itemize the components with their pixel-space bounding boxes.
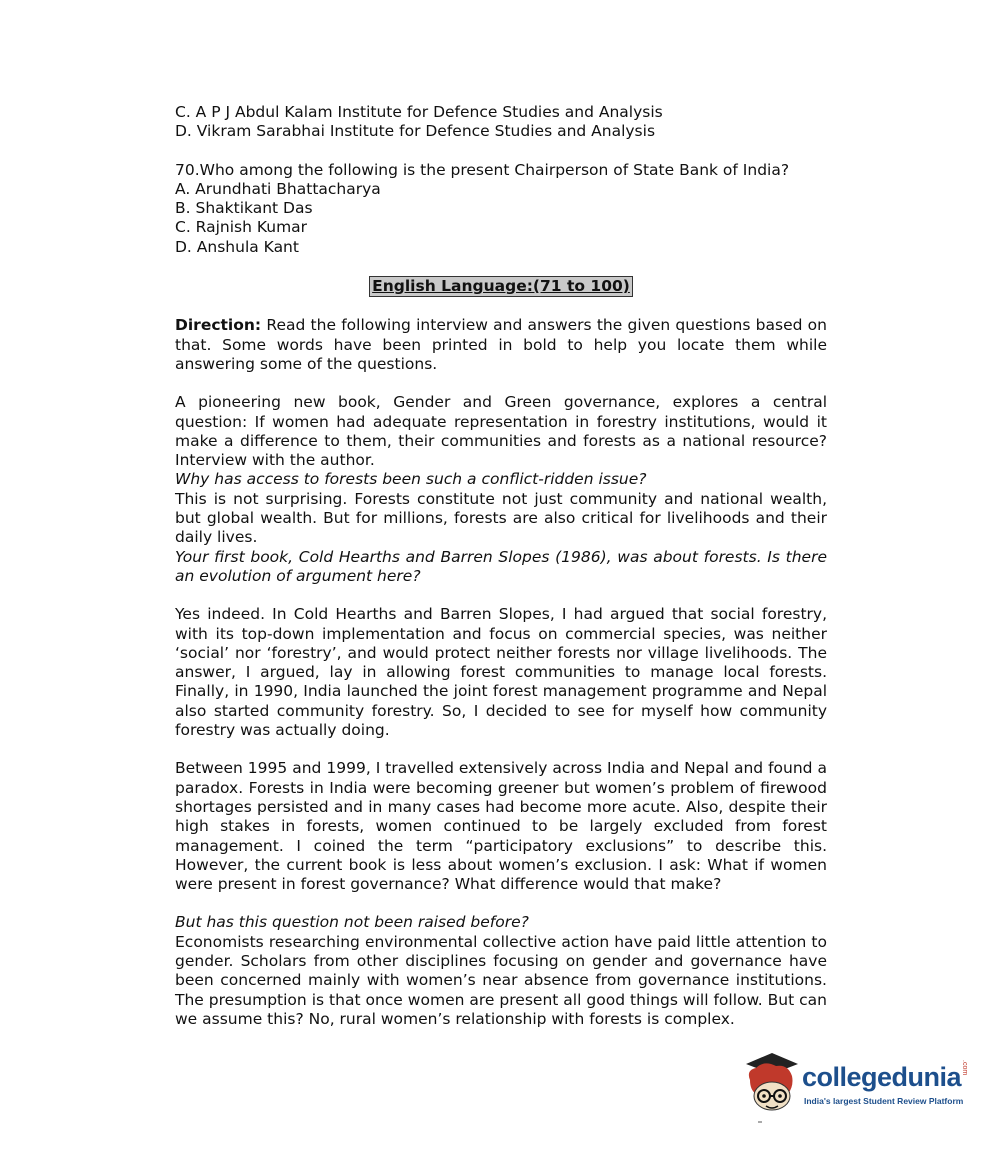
q70-option-a: A. Arundhati Bhattacharya	[175, 179, 381, 198]
direction-paragraph	[175, 316, 827, 374]
mascot-icon	[742, 1050, 802, 1125]
interview-answer-3: Between 1995 and 1999, I travelled extensively across India and Nepal and found a paradox. Forests in India were becoming greener but women’s problem of firewood shortages persisted and in many cases had become more acute. Also, despite their high stakes in forests, women continued to be largely excluded from forest management. I coined the term “participatory exclusions” to describe this. However, the current book is less about women’s exclusion. I ask: What if women were present in forest governance? What difference would that make?	[175, 759, 827, 894]
passage-intro: A pioneering new book, Gender and Green governance, explores a central question: If women had adequate representation in forestry institutions, would it make a difference to them, their communities and forests as a national resource? Interview with the author.	[175, 393, 827, 470]
collegedunia-logo	[742, 1050, 972, 1125]
interview-answer-1: This is not surprising. Forests constitute not just community and national wealth, but global wealth. But for millions, forests are also critical for livelihoods and their daily lives.	[175, 489, 827, 547]
logo-wordmark: collegedunia	[802, 1062, 962, 1092]
logo-tagline: India's largest Student Review Platform	[804, 1096, 964, 1106]
q70-question: 70.Who among the following is the present Chairperson of State Bank of India?	[175, 160, 790, 179]
interview-answer-2: Yes indeed. In Cold Hearths and Barren Slopes, I had argued that social forestry, with its top-down implementation and focus on commercial species, was neither ‘social’ nor ‘forestry’, and would protect neither forests nor village livelihoods. The answer, I argued, lay in allowing forest communities to manage local forests. Finally, in 1990, India launched the joint forest management programme and Nepal also started community forestry. So, I decided to see for myself how community forestry was actually doing.	[175, 605, 827, 740]
interview-answer-4: Economists researching environmental collective action have paid little attention to gender. Scholars from other disciplines focusing on gender and governance have been concerned mainly with women’s near absence from governance institutions. The presumption is that once women are present all good things will follow. But can we assume this? No, rural women’s relationship with forests is complex.	[175, 932, 827, 1028]
q69-option-d: D. Vikram Sarabhai Institute for Defence Studies and Analysis	[175, 122, 656, 141]
section-heading: English Language:(71 to 100)	[369, 276, 633, 297]
q69-option-c: C. A P J Abdul Kalam Institute for Defence Studies and Analysis	[175, 103, 663, 121]
q70-option-c: C. Rajnish Kumar	[175, 218, 308, 237]
q70-option-b: B. Shaktikant Das	[175, 199, 313, 218]
document-page	[175, 103, 827, 1029]
direction-text: Read the following interview and answers the given questions based on that. Some words have been printed in bold to help you locate them while answering some of the questions.	[175, 316, 827, 373]
logo-suffix: .com	[961, 1060, 968, 1076]
interview-question-2: Your first book, Cold Hearths and Barren Slopes (1986), was about forests. Is there an evolution of argument here?	[175, 547, 827, 585]
interview-question-1: Why has access to forests been such a conflict-ridden issue?	[175, 470, 647, 489]
direction-label: Direction:	[175, 316, 262, 335]
q70-option-d: D. Anshula Kant	[175, 237, 299, 256]
interview-question-3: But has this question not been raised before?	[175, 913, 529, 932]
